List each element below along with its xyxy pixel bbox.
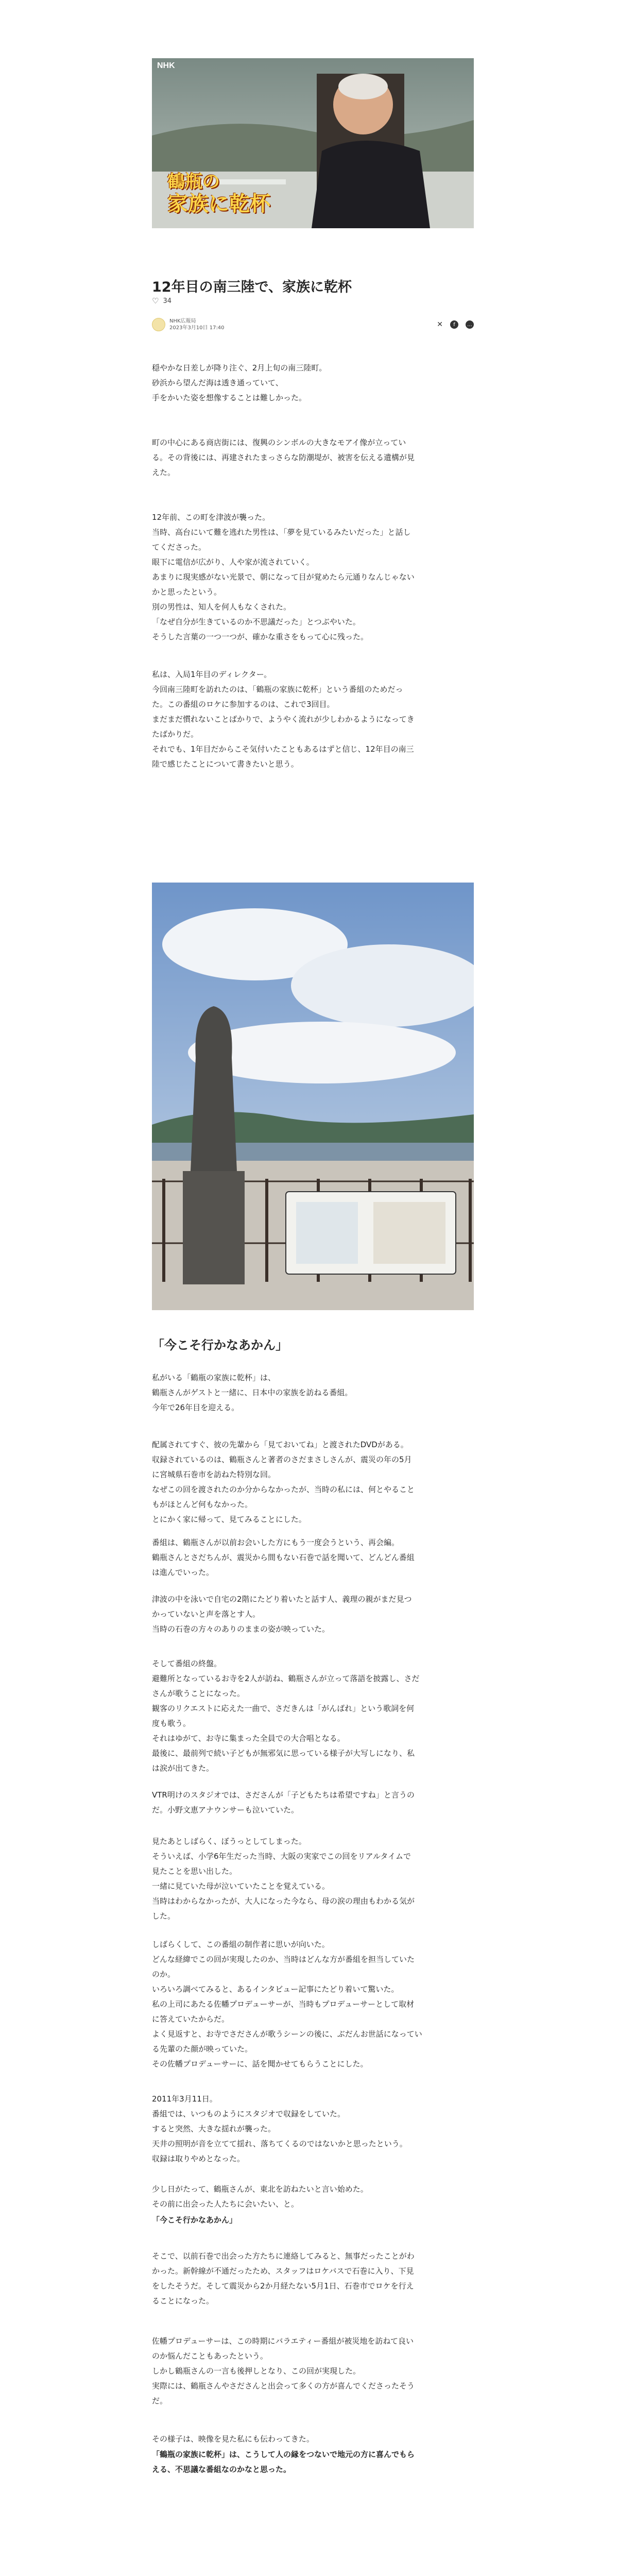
share-buttons bbox=[437, 320, 474, 329]
article-title: 12年目の南三陸で、家族に乾杯 bbox=[152, 279, 352, 296]
published-date: 2023年3月10日 17:40 bbox=[169, 325, 225, 331]
program-logo bbox=[167, 172, 286, 216]
emphasis-paragraph: 「鶴瓶の家族に乾杯」は、こうして人の縁をつないで地元の方に喜んでもら える、不思議な番組なのかなと思った。 bbox=[152, 2450, 415, 2474]
author-name[interactable]: NHK広報局 bbox=[169, 318, 196, 324]
paragraph: 見たあとしばらく、ぼうっとしてしまった。 そういえば、小学6年生だった当時、大阪の実家でこの回をリアルタイムで 見たことを思い出した。 一緒に見ていた母が泣いていたことを覚えている。 当時はわからなかったが、大人になった今なら、母の涙の理由もわかる気が した。 bbox=[152, 1837, 415, 1921]
program-logo-line1: 鶴瓶の bbox=[167, 172, 220, 192]
paragraph: 津波の中を泳いで自宅の2階にたどり着いたと話す人、義理の親がまだ見つ かっていないと声を落とす人。 当時の石巻の方々のありのままの姿が映っていた。 bbox=[152, 1595, 412, 1634]
x-share-icon[interactable]: ✕ bbox=[437, 320, 443, 329]
paragraph: 穏やかな日差しが降り注ぐ、2月上旬の南三陸町。 砂浜から望んだ海は透き通っていて、 手をかいた姿を想像することは難しかった。 bbox=[152, 363, 327, 402]
paragraph: そこで、以前石巻で出会った方たちに連絡してみると、無事だったことがわ かった。新幹線が不通だったため、スタッフはロケバスで石巻に入り、下見 をしたそうだ。そして震災から2か月経たない5月1日、石巻市でロケを行え ることになった。 bbox=[152, 2251, 415, 2306]
paragraph: そして番組の終盤。 避難所となっているお寺を2人が訪ね、鶴瓶さんが立って落語を披露し、さだ さんが歌うことになった。 観客のリクエストに応えた一曲で、さだきんは「がんばれ」という歌詞を何 度も歌う。 それはゆがて、お寺に集まった全員での大合唱となる。 最後に、最前列で続い子どもが無邪気に思っている様子が大写しになり、私 は涙が出てきた。 bbox=[152, 1659, 420, 1773]
hero-image bbox=[152, 58, 474, 228]
section-heading: 「今こそ行かなあかん」 bbox=[152, 1338, 288, 1352]
paragraph: しばらくして、この番組の制作者に思いが向いた。 どんな経緯でこの回が実現したのか、当時はどんな方が番組を担当していた のか。 いろいろ調べてみると、あるインタビュー記事にたどり着いて驚いた。 私の上司にあたる佐幡プロデューサーが、当時もプロデューサーとして取材 に答えていたからだ。 よく見返すと、お寺でさださんが歌うシーンの後に、ぶだんお世話になってい る先輩のた顔が映っていた。 その佐幡プロデューサーに、話を聞かせてもらうことにした。 bbox=[152, 1940, 422, 2069]
heart-icon[interactable]: ♡ bbox=[152, 296, 159, 306]
paragraph: 私は、入局1年目のディレクター。 今回南三陸町を訪れたのは、「鶴瓶の家族に乾杯」という番組のためだっ た。この番組のロケに参加するのは、これで3回目。 まだまだ慣れないことばかりで、ようやく流れが少しわかるようになってき たばかりだ。 それでも、1年目だからこそ気付いたこともあるはずと信じ、12年目の南三 陸で感じたことについて書きたいと思う。 bbox=[152, 670, 415, 769]
quote: 「今こそ行かなあかん」 bbox=[152, 2215, 237, 2225]
nhk-logo: NHK bbox=[157, 61, 175, 70]
like-count: 34 bbox=[163, 297, 171, 305]
paragraph: 佐幡プロデューサーは、この時期にバラエティー番組が被災地を訪ねて良い のか悩んだこともあったという。 しかし鶴瓶さんの一言も後押しとなり、この回が実現した。 実際には、鶴瓶さんやさださんと出会って多くの方が喜んでくださったそう だ。 bbox=[152, 2336, 415, 2405]
author-avatar[interactable] bbox=[152, 318, 165, 331]
like-area[interactable] bbox=[152, 296, 171, 306]
more-options-icon[interactable]: … bbox=[466, 320, 474, 329]
paragraph: 12年前、この町を津波が襲った。 当時、高台にいて難を逃れた男性は、「夢を見ているみたいだった」と話し てくださった。 眼下に電信が広がり、人や家が流されていく。 あまりに現実感がない光景で、朝になって目が覚めたら元通りなんじゃない かと思ったという。 別の男性は、知人を何人もなくされた。 「なぜ自分が生きているのか不思議だった」とつぶやいた。 そうした言葉の一つ一つが、確かな重さをもって心に残った。 bbox=[152, 513, 415, 641]
author-row bbox=[152, 317, 474, 332]
paragraph: その様子は、映像を見た私にも伝わってきた。 bbox=[152, 2434, 314, 2444]
paragraph: VTR明けのスタジオでは、さださんが「子どもたちは希望ですね」と言うの だ。小野文恵アナウンサーも泣いていた。 bbox=[152, 1790, 415, 1815]
program-logo-line2: 家族に乾杯 bbox=[167, 192, 270, 216]
paragraph: 少し日がたって、鶴瓶さんが、東北を訪ねたいと言い始めた。 その前に出会った人たちに会いたい、と。 bbox=[152, 2184, 368, 2209]
paragraph: 私がいる「鶴瓶の家族に乾杯」は、 鶴瓶さんがゲストと一緒に、日本中の家族を訪ねる番組。 今年で26年目を迎える。 bbox=[152, 1373, 353, 1412]
moai-photo bbox=[152, 883, 474, 1310]
paragraph: 2011年3月11日。 番組では、いつものようにスタジオで収録をしていた。 すると突然、大きな揺れが襲った。 天井の照明が音を立てて揺れ、落ちてくるのではないかと思ったという。 収録は取りやめとなった。 bbox=[152, 2094, 407, 2163]
paragraph: 配属されてすぐ、彼の先輩から「見ておいてね」と渡されたDVDがある。 収録されているのは、鶴瓶さんと著者のさだまさしさんが、震災の年の5月 に宮城県石巻市を訪ねた特別な回。 なぜこの回を渡されたのか分からなかったが、当時の私には、何とやること もがほとんど何もなかった。 とにかく家に帰って、見てみることにした。 bbox=[152, 1440, 415, 1524]
paragraph: 町の中心にある商店街には、復興のシンボルの大きなモアイ像が立ってい る。その背後には、再建されたまっさらな防潮堤が、被害を伝える遺構が見 えた。 bbox=[152, 438, 415, 477]
facebook-share-icon[interactable]: f bbox=[450, 320, 458, 329]
paragraph: 番組は、鶴瓶さんが以前お会いした方にもう一度会うという、再会編。 鶴瓶さんとさだちんが、震災から間もない石巻で話を聞いて、どんどん番組 は進んでいった。 bbox=[152, 1538, 415, 1577]
